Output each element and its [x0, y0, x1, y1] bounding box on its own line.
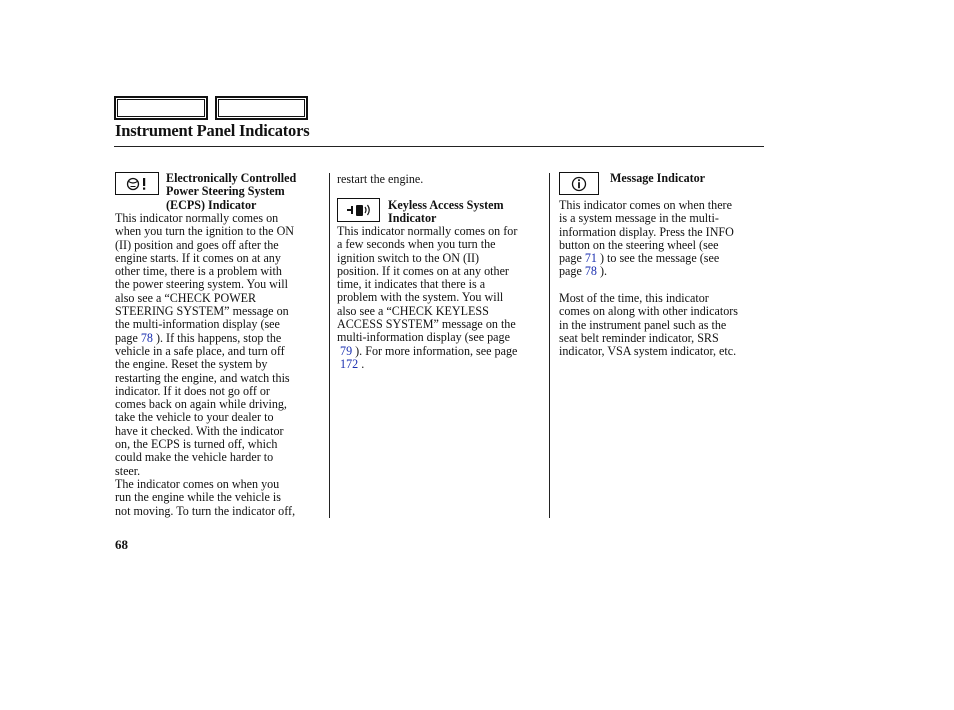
column-divider-2 — [549, 173, 550, 518]
page-link-172[interactable]: 172 — [340, 356, 359, 371]
ecps-heading: Electronically Controlled Power Steering System (ECPS) Indicator — [166, 171, 297, 212]
ecps-link-line: page 78 ). If this happens, stop the — [115, 330, 282, 345]
message-body: This indicator comes on when there is a system message in the multi- information display. Press the INFO button on the steering wheel (see page 71 ) to see the message (see page 78 ). Most of the time, this indicator comes on along with other indicators in the instrument panel such as the seat belt reminder indicator, SRS indicator, VSA system indicator, etc. — [559, 198, 739, 359]
info-icon — [559, 172, 599, 195]
page-link-71[interactable]: 71 — [584, 251, 597, 266]
keyless-continued: restart the engine. — [337, 172, 424, 186]
message-link-line-1: page 71 ) to see the message (see — [559, 251, 720, 266]
keyless-link-line-2: 172 . — [340, 356, 365, 371]
ecps-body: This indicator normally comes on when you turn the ignition to the ON (II) position and goes off after the engine starts. If it comes on at any other time, there is a problem with the power steering system. You will also see a “CHECK POWER STEERING SYSTEM” message on the multi-information display (see page 78 ). If this happens, stop the vehicle in a safe place, and turn off the engine. Reset the system by restarting the engine, and watch this indicator. If it does not go off or comes back on again while driving, take the vehicle to your dealer to have it checked. With the indicator on, the ECPS is turned off, which could make the vehicle harder to steer. The indicator comes on when you run the engine while the vehicle is not moving. To turn the indicator off, — [115, 211, 296, 518]
nav-previous-button[interactable] — [114, 96, 208, 120]
keyless-body: This indicator normally comes on for a few seconds when you turn the ignition switch to the ON (II) position. If it comes on at any other time, it indicates that there is a problem with the system. You will also see a “CHECK KEYLESS ACCESS SYSTEM” message on the multi-information display (see page 79 ). For more information, see page 172 . — [337, 224, 518, 371]
page-link-78-message[interactable]: 78 — [584, 264, 597, 279]
nav-next-button[interactable] — [215, 96, 308, 120]
column-divider-1 — [329, 173, 330, 518]
keyless-link-line-1: 79 ). For more information, see page — [340, 343, 518, 358]
keyless-heading: Keyless Access System Indicator — [388, 198, 504, 226]
page-number: 68 — [115, 537, 128, 552]
message-link-line-2: page 78 ). — [559, 264, 608, 279]
message-heading: Message Indicator — [610, 171, 706, 185]
steering-warning-icon — [115, 172, 159, 195]
page-link-78[interactable]: 78 — [140, 330, 153, 345]
title-divider — [114, 146, 764, 147]
page-link-79[interactable]: 79 — [340, 343, 353, 358]
page-title: Instrument Panel Indicators — [115, 121, 310, 140]
keyless-access-icon — [337, 198, 380, 222]
